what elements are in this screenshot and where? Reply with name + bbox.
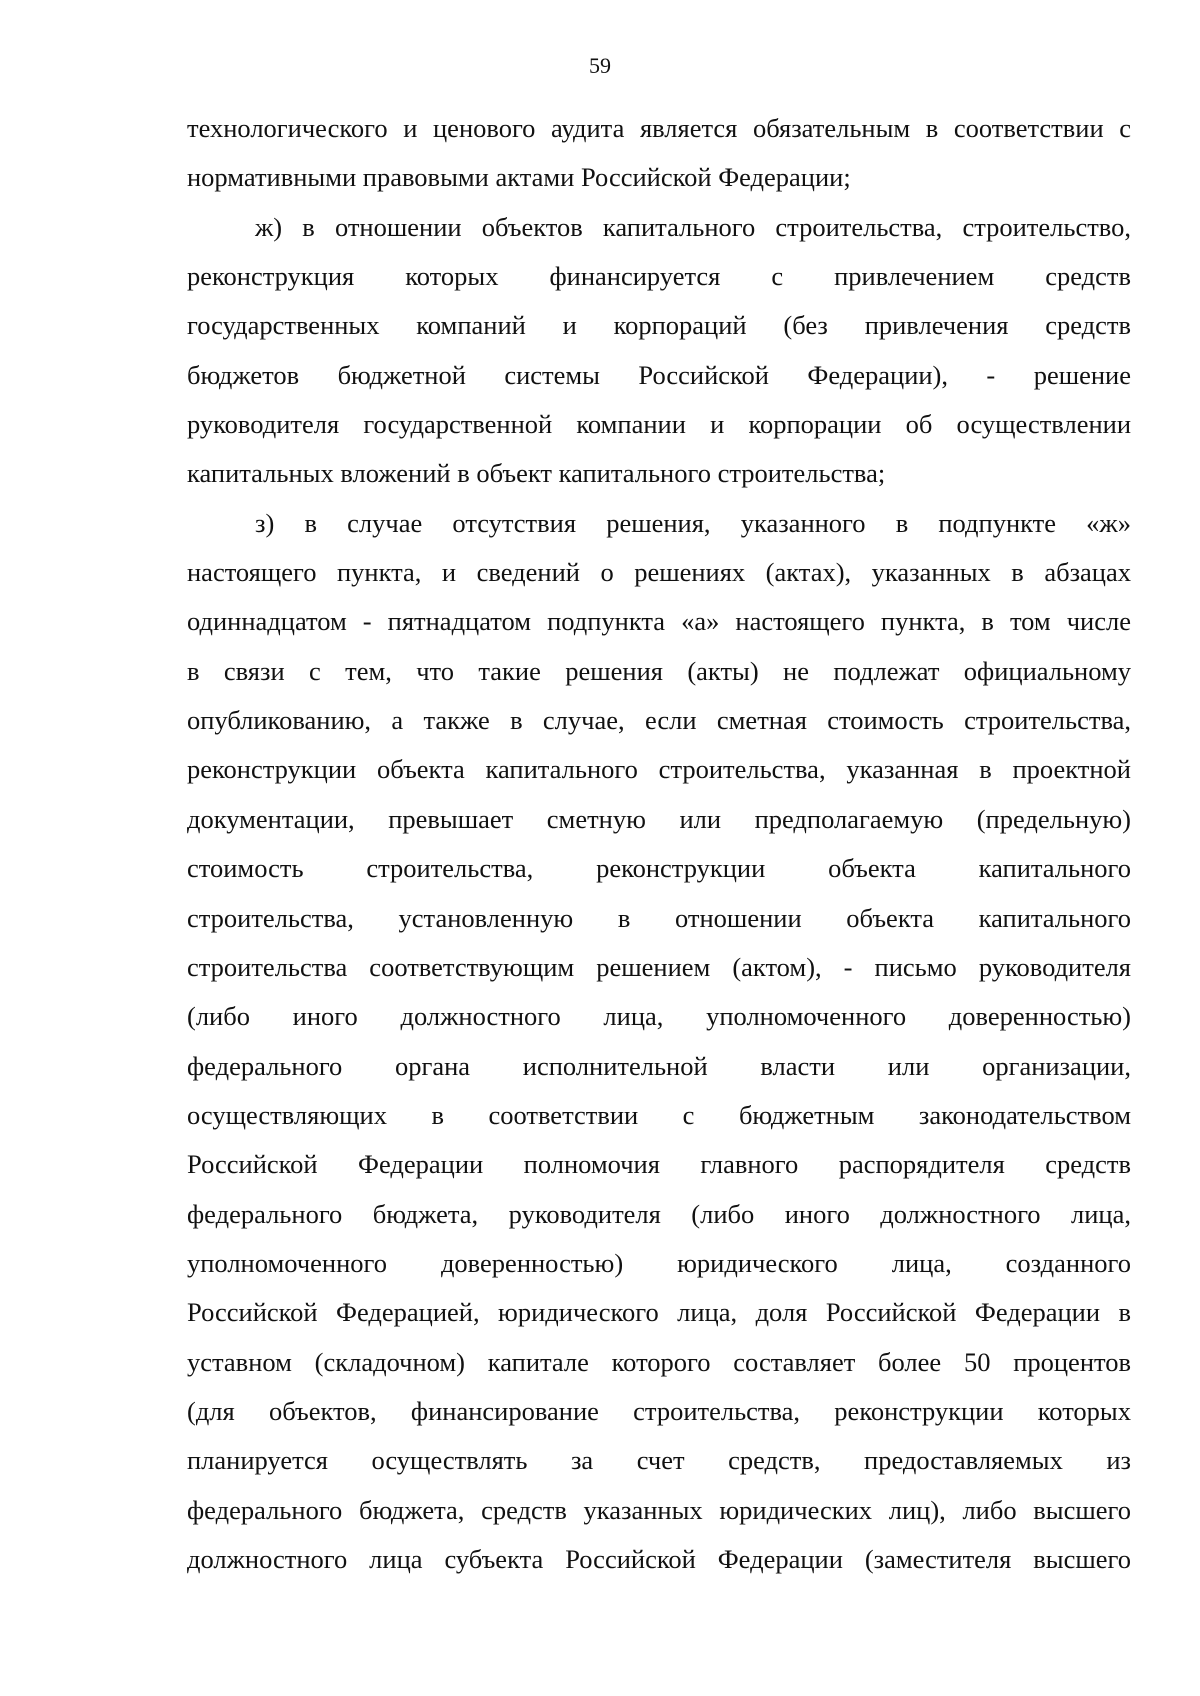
text-line: капитальных вложений в объект капитального строительства; [187, 458, 886, 489]
text-line: должностного лица субъекта Российской Федерации (заместителя высшего [187, 1543, 1131, 1574]
text-line: государственных компаний и корпораций (без привлечения средств [187, 310, 1131, 341]
text-line: нормативными правовыми актами Российской Федерации; [187, 162, 851, 193]
text-line: планируется осуществлять за счет средств, предоставляемых из [187, 1445, 1131, 1476]
text-line: руководителя государственной компании и корпорации об осуществлении [187, 409, 1131, 440]
body-text [187, 104, 1131, 1584]
text-line: з) в случае отсутствия решения, указанного в подпункте «ж» [255, 507, 1131, 538]
text-line: уставном (складочном) капитале которого составляет более 50 процентов [187, 1346, 1131, 1377]
text-line: федерального бюджета, средств указанных юридических лиц), либо высшего [187, 1494, 1131, 1525]
text-line: бюджетов бюджетной системы Российской Федерации), - решение [187, 359, 1131, 390]
text-line: Российской Федерации полномочия главного распорядителя средств [187, 1149, 1131, 1180]
text-line: строительства соответствующим решением (актом), - письмо руководителя [187, 951, 1131, 982]
text-line: документации, превышает сметную или предполагаемую (предельную) [187, 803, 1131, 834]
text-line: ж) в отношении объектов капитального строительства, строительство, [255, 211, 1131, 242]
text-line: реконструкция которых финансируется с привлечением средств [187, 261, 1131, 292]
text-line: одиннадцатом - пятнадцатом подпункта «а» настоящего пункта, в том числе [187, 606, 1131, 637]
page-number: 59 [589, 53, 611, 78]
text-line: (либо иного должностного лица, уполномоченного доверенностью) [187, 1001, 1131, 1032]
text-line: технологического и ценового аудита является обязательным в соответствии с [187, 113, 1131, 143]
text-line: федерального органа исполнительной власти или организации, [187, 1050, 1131, 1081]
text-line: стоимость строительства, реконструкции объекта капитального [187, 853, 1131, 884]
text-line: уполномоченного доверенностью) юридического лица, созданного [187, 1247, 1131, 1278]
text-line: настоящего пункта, и сведений о решениях (актах), указанных в абзацах [187, 557, 1131, 588]
text-line: Российской Федерацией, юридического лица, доля Российской Федерации в [187, 1297, 1131, 1328]
text-line: осуществляющих в соответствии с бюджетным законодательством [187, 1099, 1131, 1130]
text-line: строительства, установленную в отношении объекта капитального [187, 902, 1131, 933]
text-line: федерального бюджета, руководителя (либо иного должностного лица, [187, 1198, 1131, 1229]
text-line: опубликованию, а также в случае, если сметная стоимость строительства, [187, 705, 1131, 736]
text-line: реконструкции объекта капитального строительства, указанная в проектной [187, 754, 1131, 785]
text-line: в связи с тем, что такие решения (акты) не подлежат официальному [187, 655, 1131, 686]
text-line: (для объектов, финансирование строительства, реконструкции которых [187, 1395, 1131, 1426]
